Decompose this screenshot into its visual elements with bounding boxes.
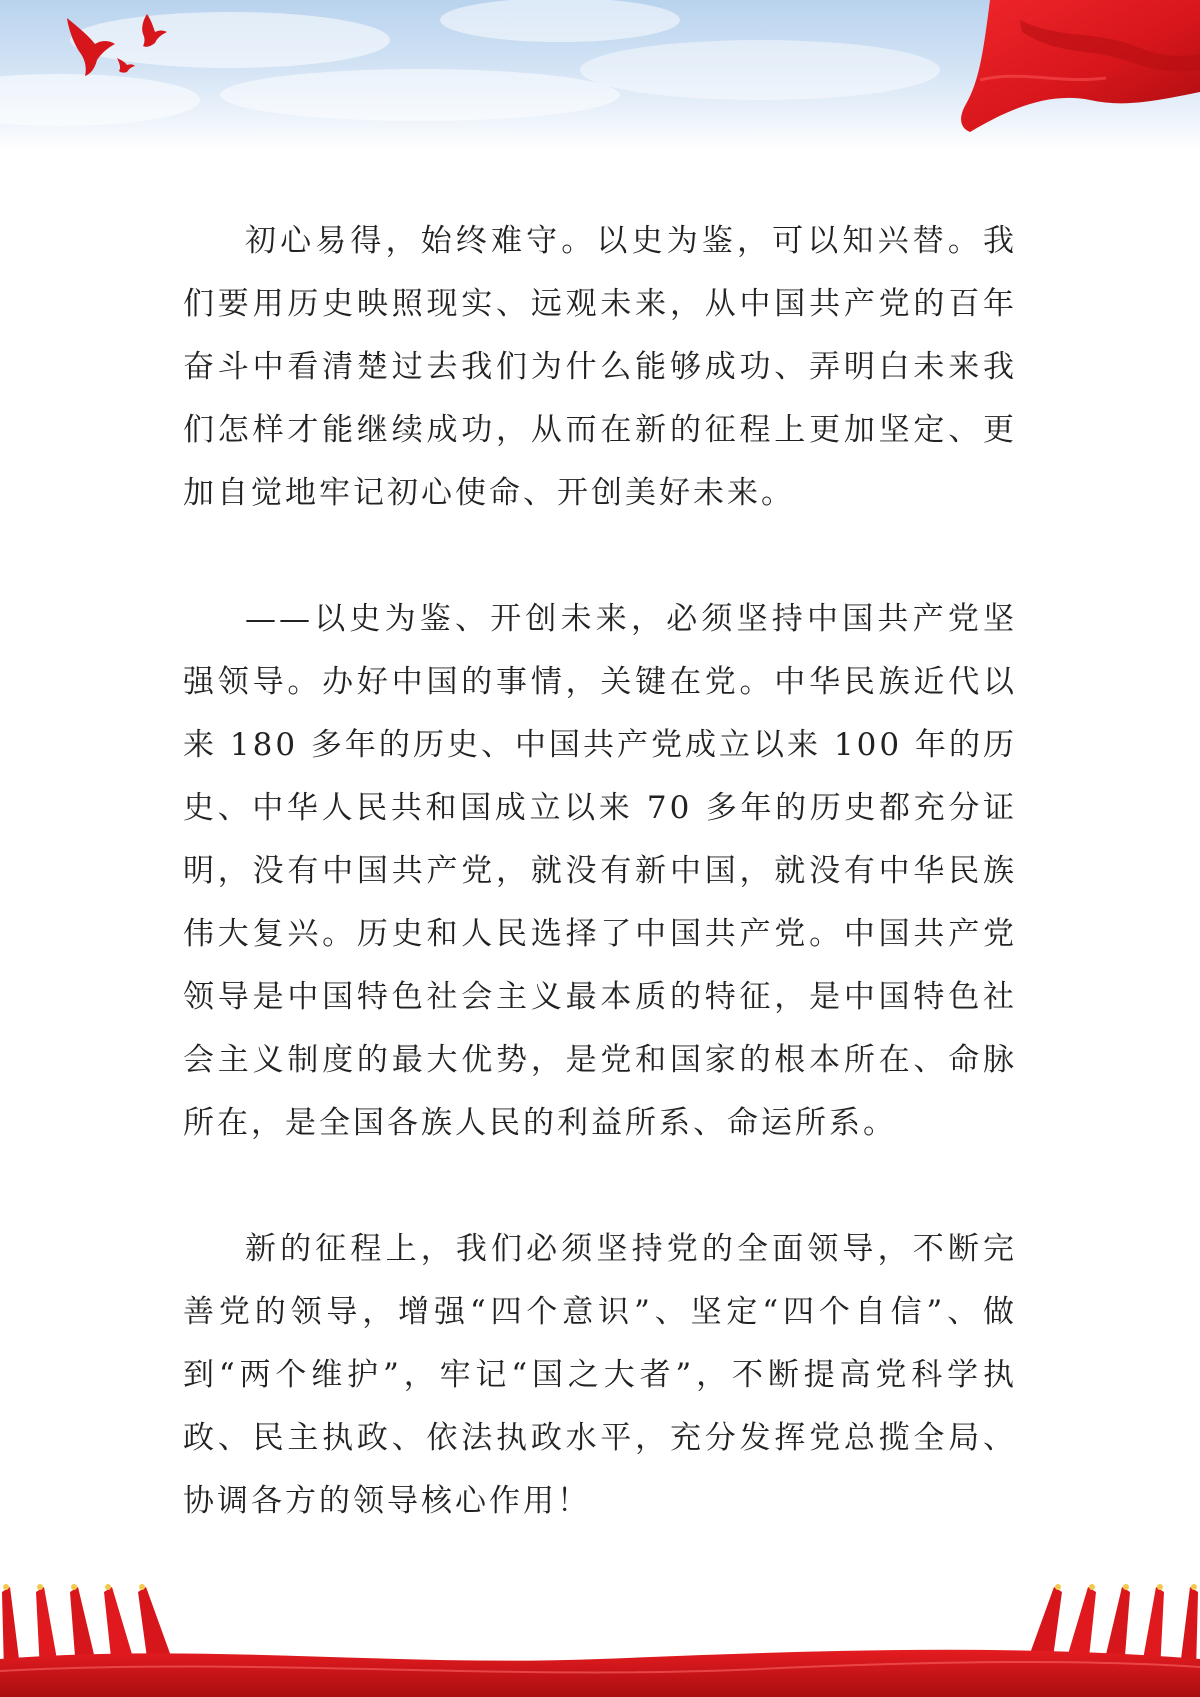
paragraph-3: 新的征程上，我们必须坚持党的全面领导，不断完善党的领导，增强“四个意识”、坚定“四个自信”、做到“两个维护”，牢记“国之大者”，不断提高党科学执政、民主执政、依法执政水平，充分发挥党总揽全局、协调各方的领导核心作用！: [183, 1231, 1017, 1519]
paragraph-2: ——以史为鉴、开创未来，必须坚持中国共产党坚强领导。办好中国的事情，关键在党。中华民族近代以来 180 多年的历史、中国共产党成立以来 100 年的历史、中华人民共和国成立以来 70 多年的历史都充分证明，没有中国共产党，就没有新中国，就没有中华民族伟大复兴。历史和人民选择了中国共产党。中国共产党领导是中国特色社会主义最本质的特征，是中国特色社会主义制度的最大优势，是党和国家的根本所在、命脉所在，是全国各族人民的利益所系、命运所系。: [183, 601, 1017, 1141]
paragraph-1: 初心易得，始终难守。以史为鉴，可以知兴替。我们要用历史映照现实、远观未来，从中国共产党的百年奋斗中看清楚过去我们为什么能够成功、弄明白未来我们怎样才能继续成功，从而在新的征程上更加坚定、更加自觉地牢记初心使命、开创美好未来。: [183, 223, 1017, 511]
article-body: [183, 210, 1017, 1596]
red-flag-icon: [910, 0, 1200, 140]
red-flags-banner: [0, 1547, 1200, 1697]
doves-icon: [55, 10, 175, 80]
